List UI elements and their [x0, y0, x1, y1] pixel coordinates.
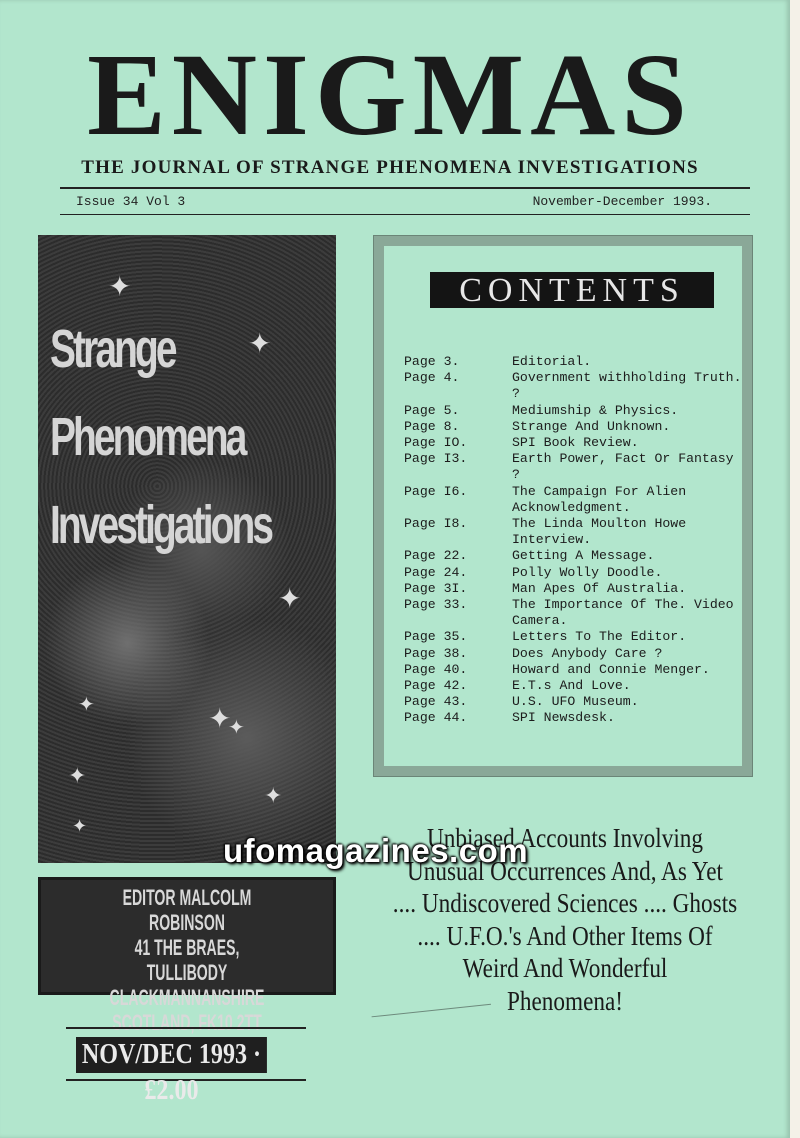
- star-icon: ✦: [248, 327, 272, 360]
- contents-article-title: Earth Power, Fact Or Fantasy ?: [512, 451, 734, 483]
- cover-title-line: Investigations: [50, 495, 272, 555]
- contents-row: [404, 516, 744, 548]
- contents-page-number: Page IO.: [404, 435, 468, 451]
- contents-row: [404, 370, 744, 402]
- contents-row: [404, 710, 744, 726]
- contents-page-number: Page I6.: [404, 483, 468, 499]
- contents-row: [404, 597, 744, 629]
- contents-article-title: SPI Book Review.: [512, 435, 639, 451]
- star-icon: ✦: [108, 270, 132, 303]
- contents-row: [404, 435, 744, 451]
- cover-title-line: Strange: [50, 319, 175, 379]
- tagline-line: Unbiased Accounts Involving: [426, 823, 704, 853]
- contents-row: [404, 694, 744, 710]
- contents-page-number: Page 42.: [404, 678, 468, 694]
- page-edge: [790, 0, 800, 1138]
- star-icon: ✦: [208, 702, 232, 735]
- contents-page-number: Page 5.: [404, 402, 460, 418]
- tagline-line: .... Undiscovered Sciences .... Ghosts: [392, 888, 738, 918]
- contents-heading: CONTENTS: [430, 272, 714, 308]
- editor-line: CLACKMANNANSHIRE: [109, 985, 265, 1010]
- contents-article-title: Getting A Message.: [512, 548, 655, 564]
- cover-title: [50, 305, 272, 569]
- contents-article-title: The Campaign For Alien Acknowledgment.: [512, 483, 687, 515]
- contents-article-title: U.S. UFO Museum.: [512, 694, 639, 710]
- star-icon: ✦: [72, 816, 88, 837]
- cover-illustration: [38, 235, 336, 863]
- contents-panel: [374, 236, 752, 776]
- contents-row: [404, 548, 744, 564]
- contents-row: [404, 403, 744, 419]
- contents-article-title: Mediumship & Physics.: [512, 402, 679, 418]
- contents-page-number: Page 8.: [404, 418, 460, 434]
- contents-page-number: Page 44.: [404, 710, 468, 726]
- contents-article-title: Howard and Connie Menger.: [512, 661, 710, 677]
- bottom-rule: [60, 214, 750, 215]
- contents-row: [404, 419, 744, 435]
- top-rule: [60, 187, 750, 189]
- contents-article-title: The Linda Moulton Howe Interview.: [512, 516, 687, 548]
- contents-page-number: Page 38.: [404, 645, 468, 661]
- issue-number: Issue 34 Vol 3: [76, 194, 186, 209]
- star-icon: ✦: [228, 715, 245, 739]
- contents-page-number: Page I3.: [404, 451, 468, 467]
- tagline-line: .... U.F.O.'s And Other Items Of: [417, 920, 713, 951]
- contents-article-title: Man Apes Of Australia.: [512, 580, 687, 596]
- contents-article-title: The Importance Of The. Video Camera.: [512, 597, 734, 629]
- editor-line: EDITOR MALCOLM ROBINSON: [122, 885, 252, 935]
- contents-page-number: Page 3I.: [404, 580, 468, 596]
- contents-article-title: Editorial.: [512, 354, 592, 369]
- contents-row: [404, 451, 744, 483]
- editor-line: SCOTLAND, FK10 2TT: [112, 1010, 262, 1035]
- masthead-subtitle: THE JOURNAL OF STRANGE PHENOMENA INVESTIGATIONS: [81, 157, 699, 178]
- contents-article-title: Government withholding Truth. ?: [512, 370, 742, 402]
- contents-article-title: Does Anybody Care ?: [512, 645, 663, 661]
- contents-article-title: Polly Wolly Doodle.: [512, 564, 663, 580]
- cover-title-line: Phenomena: [50, 407, 245, 467]
- contents-article-title: E.T.s And Love.: [512, 678, 631, 694]
- contents-page-number: Page 4.: [404, 370, 460, 386]
- editor-line: 41 THE BRAES, TULLIBODY: [134, 935, 240, 985]
- contents-page-number: Page 24.: [404, 564, 468, 580]
- contents-row: [404, 484, 744, 516]
- watermark-text: ufomagazines.com: [223, 832, 529, 869]
- contents-row: [404, 662, 744, 678]
- tagline-line: Weird And Wonderful: [462, 953, 668, 983]
- contents-row: [404, 678, 744, 694]
- issue-date: November-December 1993.: [532, 194, 712, 209]
- contents-row: [404, 354, 744, 370]
- price-banner: [66, 1027, 306, 1106]
- contents-page-number: Page 33.: [404, 597, 468, 613]
- contents-row: [404, 629, 744, 645]
- contents-article-title: Strange And Unknown.: [512, 418, 671, 434]
- contents-page-number: Page 22.: [404, 548, 468, 564]
- contents-article-title: SPI Newsdesk.: [512, 710, 615, 726]
- price-label: NOV/DEC 1993 · £2.00: [76, 1037, 267, 1073]
- editor-address-box: [38, 877, 336, 1035]
- tagline-line: Unusual Occurrences And, As Yet: [406, 855, 723, 886]
- contents-page-number: Page I8.: [404, 516, 468, 532]
- contents-row: [404, 581, 744, 597]
- contents-page-number: Page 43.: [404, 694, 468, 710]
- star-icon: ✦: [278, 582, 302, 615]
- contents-row: [404, 565, 744, 581]
- contents-page-number: Page 35.: [404, 629, 468, 645]
- tagline-line: Phenomena!: [506, 985, 624, 1016]
- contents-row: [404, 646, 744, 662]
- star-icon: ✦: [264, 784, 283, 809]
- star-icon: ✦: [78, 692, 95, 716]
- masthead-title: ENIGMAS: [87, 29, 693, 160]
- star-icon: ✦: [68, 764, 87, 789]
- contents-article-title: Letters To The Editor.: [512, 629, 687, 645]
- contents-page-number: Page 40.: [404, 661, 468, 677]
- contents-page-number: Page 3.: [404, 354, 460, 369]
- contents-list: [404, 354, 744, 727]
